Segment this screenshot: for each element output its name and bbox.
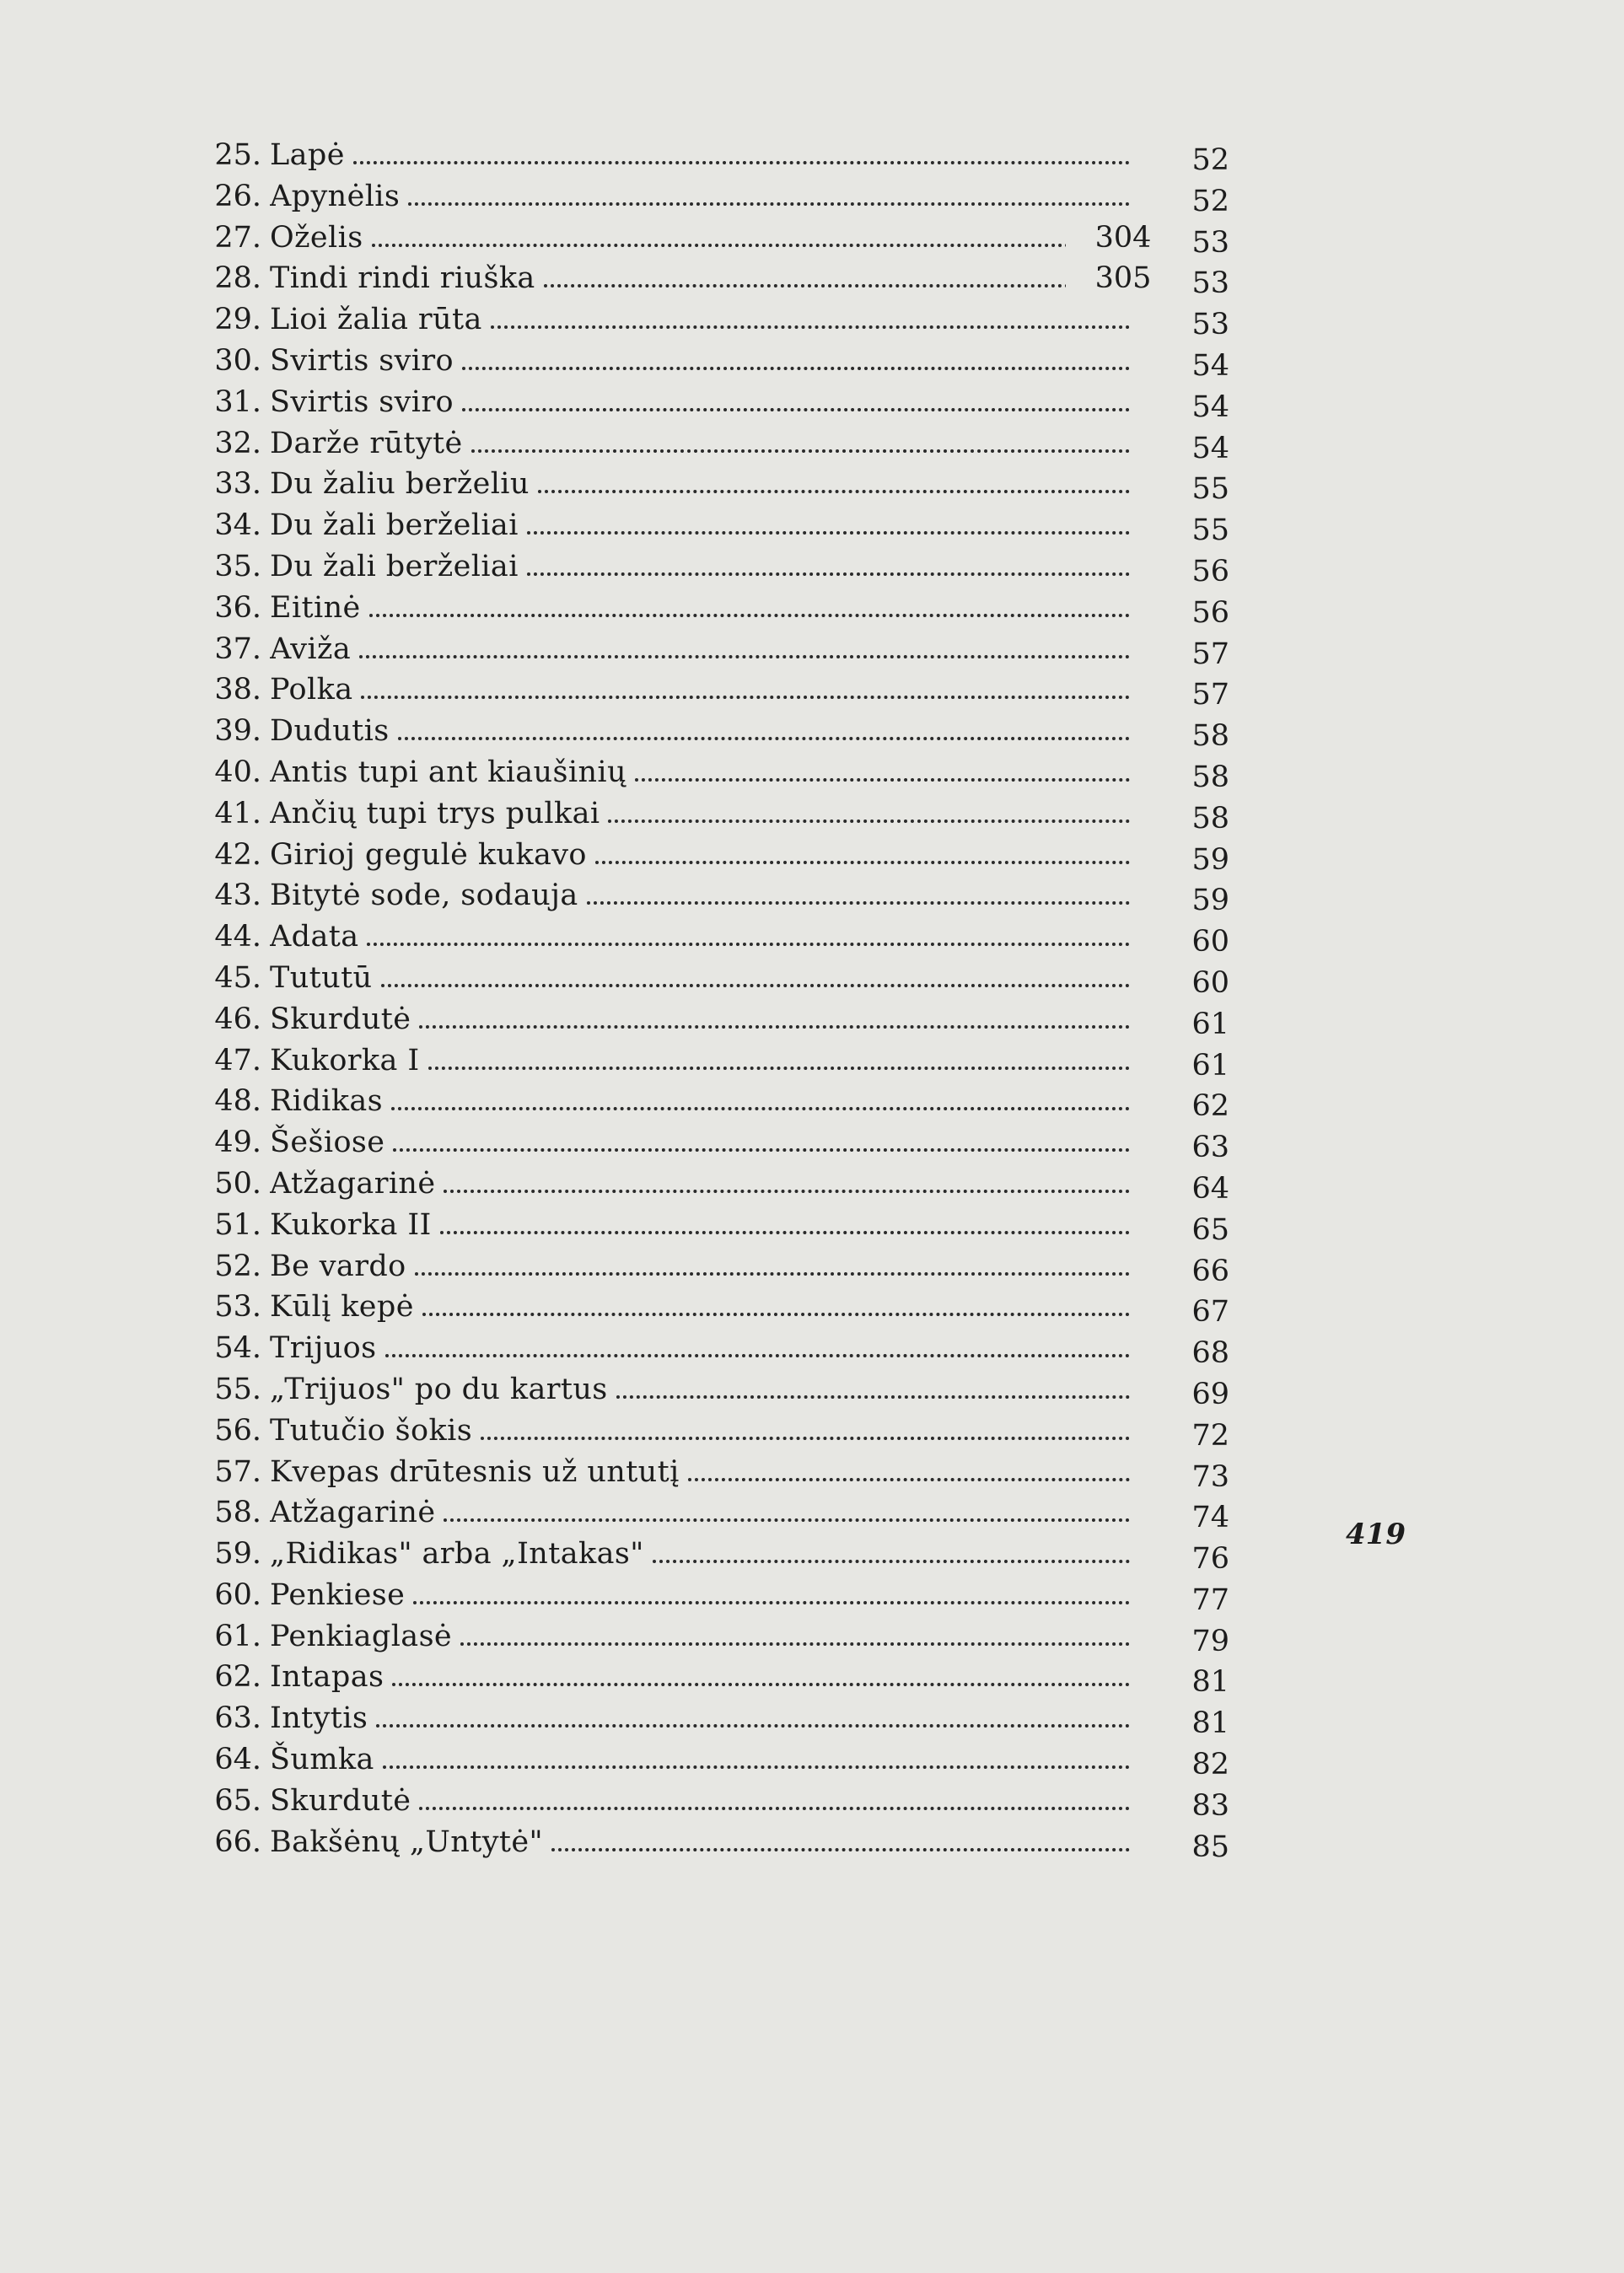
entry-number: 44. <box>214 920 261 954</box>
entry-title: „Trijuos" po du kartus <box>270 1372 608 1406</box>
entry-title-leader <box>270 218 1130 259</box>
entry-page-number: 62 <box>1191 1089 1229 1124</box>
entry-number: 52. <box>214 1249 261 1283</box>
entry-page-number: 74 <box>1191 1501 1229 1535</box>
toc-entry <box>209 218 1229 259</box>
entry-title: Trijuos <box>270 1331 377 1366</box>
toc-entry <box>209 1328 1229 1369</box>
entry-title: „Ridikas" arba „Intakas" <box>270 1537 644 1572</box>
entry-title-leader <box>270 1287 1130 1328</box>
dot-leader <box>462 367 1130 370</box>
entry-number: 46. <box>214 1002 261 1036</box>
entry-title: Darže rūtytė <box>270 426 463 460</box>
entry-title: Intapas <box>270 1660 384 1695</box>
entry-page-number: 54 <box>1191 348 1229 383</box>
entry-title: Apynėlis <box>270 179 401 213</box>
toc-entry <box>209 1122 1229 1163</box>
entry-title-leader <box>270 1163 1130 1205</box>
dot-leader <box>481 1437 1130 1440</box>
entry-title-leader <box>270 711 1130 752</box>
dot-leader <box>381 984 1131 987</box>
dot-leader <box>408 202 1130 206</box>
toc-entry <box>209 1287 1229 1328</box>
entry-page-number: 67 <box>1191 1295 1229 1330</box>
entry-title: Svirtis sviro <box>270 384 454 419</box>
toc-entry <box>209 1657 1229 1698</box>
dot-leader <box>415 1272 1130 1276</box>
entry-page-number: 69 <box>1191 1377 1229 1411</box>
dot-leader <box>372 244 1130 247</box>
entry-title: Bitytė sode, sodauja <box>270 879 578 913</box>
entry-title: Lioi žalia rūta <box>270 303 482 337</box>
entry-number: 25. <box>214 138 261 172</box>
entry-number: 32. <box>214 426 261 460</box>
entry-number: 63. <box>214 1701 261 1736</box>
toc-entry <box>209 1081 1229 1122</box>
toc-entry <box>209 505 1229 546</box>
entry-number: 56. <box>214 1413 261 1448</box>
toc-entry <box>209 1411 1229 1452</box>
entry-page-number: 73 <box>1191 1459 1229 1494</box>
entry-number: 31. <box>214 384 261 419</box>
entry-number: 35. <box>214 549 261 583</box>
toc-entry <box>209 1698 1229 1739</box>
entry-title: Tutučio šokis <box>270 1413 473 1448</box>
entry-title: Du žali berželiai <box>270 549 519 583</box>
dot-leader <box>353 161 1130 164</box>
dot-leader <box>413 1601 1130 1604</box>
entry-number: 50. <box>214 1166 261 1201</box>
dot-leader <box>527 531 1130 535</box>
toc-entry <box>209 629 1229 670</box>
entry-number: 43. <box>214 879 261 913</box>
entry-number: 27. <box>214 220 261 255</box>
entry-page-number: 53 <box>1191 308 1229 342</box>
entry-page-number: 52 <box>1191 143 1229 177</box>
dot-leader <box>544 284 1130 287</box>
toc-entry <box>209 1205 1229 1246</box>
toc-entry <box>209 669 1229 711</box>
entry-page-number: 63 <box>1191 1131 1229 1165</box>
entry-title-leader <box>270 835 1130 876</box>
entry-title-leader <box>270 258 1130 299</box>
toc-entry <box>209 835 1229 876</box>
entry-page-number: 82 <box>1191 1748 1229 1782</box>
dot-leader <box>419 1807 1130 1810</box>
entry-page-number: 68 <box>1191 1336 1229 1371</box>
dot-leader <box>385 1354 1131 1357</box>
entry-reference-number: 304 <box>1066 218 1180 259</box>
dot-leader <box>653 1560 1130 1563</box>
entry-title-leader <box>270 1698 1130 1739</box>
entry-title: Intytis <box>270 1701 368 1736</box>
toc-entry <box>209 1246 1229 1287</box>
toc-entry <box>209 875 1229 916</box>
dot-leader <box>688 1478 1130 1481</box>
entry-title: Atžagarinė <box>270 1166 436 1201</box>
toc-entry <box>209 1040 1229 1082</box>
entry-title: Girioj gegulė kukavo <box>270 837 587 872</box>
entry-page-number: 81 <box>1191 1706 1229 1741</box>
toc-entry <box>209 546 1229 588</box>
entry-title: Skurdutė <box>270 1783 411 1818</box>
entry-page-number: 81 <box>1191 1665 1229 1700</box>
entry-title: Skurdutė <box>270 1002 411 1036</box>
dot-leader <box>444 1190 1130 1193</box>
dot-leader <box>369 614 1130 617</box>
toc-entry <box>209 958 1229 999</box>
dot-leader <box>616 1395 1130 1399</box>
entry-title-leader <box>270 1081 1130 1122</box>
entry-title: Be vardo <box>270 1249 406 1283</box>
toc-entry <box>209 999 1229 1040</box>
entry-number: 60. <box>214 1577 261 1612</box>
entry-number: 64. <box>214 1743 261 1777</box>
entry-title-leader <box>270 752 1130 793</box>
toc-entry <box>209 299 1229 341</box>
toc-entry <box>209 1781 1229 1822</box>
entry-number: 58. <box>214 1496 261 1530</box>
entry-page-number: 54 <box>1191 431 1229 465</box>
entry-title: Tindi rindi riuška <box>270 261 535 296</box>
entry-title: Šešiose <box>270 1126 385 1160</box>
entry-title-leader <box>270 1739 1130 1781</box>
entry-title: Antis tupi ant kiaušinių <box>270 755 626 789</box>
toc-entry <box>209 258 1229 299</box>
toc-entry <box>209 1492 1229 1534</box>
entry-page-number: 57 <box>1191 637 1229 671</box>
toc-entry <box>209 1822 1229 1863</box>
entry-title-leader <box>270 1657 1130 1698</box>
entry-number: 51. <box>214 1207 261 1242</box>
entry-title-leader <box>270 423 1130 465</box>
entry-page-number: 56 <box>1191 595 1229 630</box>
dot-leader <box>440 1231 1130 1234</box>
entry-title-leader <box>270 135 1130 176</box>
entry-page-number: 53 <box>1191 225 1229 260</box>
entry-page-number: 60 <box>1191 925 1229 959</box>
entry-number: 34. <box>214 508 261 543</box>
entry-page-number: 60 <box>1191 965 1229 1000</box>
toc-entry <box>209 793 1229 835</box>
entry-title-leader <box>270 669 1130 711</box>
entry-title: Kvepas drūtesnis už untutį <box>270 1454 680 1489</box>
dot-leader <box>587 901 1130 905</box>
entry-page-number: 61 <box>1191 1007 1229 1041</box>
entry-page-number: 58 <box>1191 719 1229 754</box>
entry-page-number: 59 <box>1191 842 1229 877</box>
entry-title: Kukorka I <box>270 1043 420 1077</box>
entry-title: Ančių tupi trys pulkai <box>270 796 600 830</box>
entry-title: Svirtis sviro <box>270 343 454 378</box>
entry-page-number: 58 <box>1191 760 1229 794</box>
entry-title: Du žali berželiai <box>270 508 519 543</box>
entry-title: Eitinė <box>270 590 361 625</box>
entry-title-leader <box>270 1040 1130 1082</box>
entry-title: Aviža <box>270 631 352 666</box>
entry-number: 38. <box>214 673 261 707</box>
dot-leader <box>428 1067 1130 1070</box>
entry-page-number: 59 <box>1191 884 1229 918</box>
entry-title: Tututū <box>270 960 373 995</box>
entry-title-leader <box>270 176 1130 218</box>
dot-leader <box>361 696 1130 699</box>
entry-title-leader <box>270 875 1130 916</box>
dot-leader <box>383 1765 1130 1769</box>
entry-title-leader <box>270 1822 1130 1863</box>
entry-title: Dudutis <box>270 714 390 749</box>
toc-entry <box>209 1534 1229 1575</box>
entry-page-number: 53 <box>1191 266 1229 301</box>
entry-page-number: 76 <box>1191 1542 1229 1577</box>
entry-title: Šumka <box>270 1743 374 1777</box>
dot-leader <box>551 1848 1130 1851</box>
entry-title: Kūlį kepė <box>270 1290 414 1325</box>
entry-title-leader <box>270 1246 1130 1287</box>
entry-page-number: 54 <box>1191 390 1229 424</box>
entry-number: 57. <box>214 1454 261 1489</box>
toc-entry <box>209 382 1229 423</box>
dot-leader <box>391 1107 1130 1110</box>
entry-number: 65. <box>214 1783 261 1818</box>
dot-leader <box>419 1025 1130 1029</box>
toc-entry <box>209 135 1229 176</box>
entry-number: 47. <box>214 1043 261 1077</box>
dot-leader <box>460 1642 1130 1646</box>
toc-entry <box>209 1616 1229 1658</box>
entry-title: Penkiese <box>270 1577 406 1612</box>
toc-entry <box>209 1369 1229 1411</box>
dot-leader <box>595 861 1130 864</box>
entry-number: 49. <box>214 1126 261 1160</box>
entry-title-leader <box>270 1122 1130 1163</box>
entry-title: Du žaliu berželiu <box>270 467 530 502</box>
entry-number: 29. <box>214 303 261 337</box>
entry-page-number: 55 <box>1191 513 1229 548</box>
entry-number: 26. <box>214 179 261 213</box>
entry-page-number: 66 <box>1191 1254 1229 1288</box>
entry-number: 42. <box>214 837 261 872</box>
toc-entry <box>209 752 1229 793</box>
entry-title-leader <box>270 1534 1130 1575</box>
dot-leader <box>608 819 1130 823</box>
dot-leader <box>359 655 1130 658</box>
entry-title-leader <box>270 958 1130 999</box>
toc-entry <box>209 1575 1229 1616</box>
entry-page-number: 61 <box>1191 1048 1229 1083</box>
entry-title-leader <box>270 1452 1130 1493</box>
entry-title: Polka <box>270 673 353 707</box>
entry-page-number: 56 <box>1191 554 1229 588</box>
entry-title: Penkiaglasė <box>270 1619 453 1653</box>
page-number: 419 <box>1346 1518 1406 1551</box>
dot-leader <box>393 1148 1130 1152</box>
entry-number: 28. <box>214 261 261 296</box>
entry-number: 41. <box>214 796 261 830</box>
entry-title: Lapė <box>270 138 345 172</box>
entry-title-leader <box>270 588 1130 629</box>
entry-title-leader <box>270 382 1130 423</box>
dot-leader <box>462 408 1130 411</box>
table-of-contents <box>209 135 1229 1862</box>
entry-page-number: 72 <box>1191 1418 1229 1453</box>
entry-number: 61. <box>214 1619 261 1653</box>
dot-leader <box>444 1518 1130 1522</box>
dot-leader <box>376 1724 1130 1728</box>
entry-title-leader <box>270 1205 1130 1246</box>
entry-title: Bakšėnų „Untytė" <box>270 1824 543 1859</box>
entry-number: 62. <box>214 1660 261 1695</box>
entry-title-leader <box>270 341 1130 382</box>
entry-title-leader <box>270 793 1130 835</box>
toc-entry <box>209 588 1229 629</box>
entry-title-leader <box>270 464 1130 505</box>
entry-title-leader <box>270 299 1130 341</box>
entry-number: 39. <box>214 714 261 749</box>
entry-number: 54. <box>214 1331 261 1366</box>
entry-page-number: 52 <box>1191 184 1229 218</box>
entry-page-number: 58 <box>1191 801 1229 836</box>
toc-entry <box>209 176 1229 218</box>
entry-number: 66. <box>214 1824 261 1859</box>
entry-title-leader <box>270 916 1130 958</box>
entry-title-leader <box>270 1575 1130 1616</box>
entry-title-leader <box>270 629 1130 670</box>
entry-title: Adata <box>270 920 359 954</box>
entry-number: 48. <box>214 1084 261 1119</box>
entry-number: 53. <box>214 1290 261 1325</box>
toc-entry <box>209 1452 1229 1493</box>
entry-title-leader <box>270 1369 1130 1411</box>
entry-title: Kukorka II <box>270 1207 432 1242</box>
entry-reference-number: 305 <box>1066 258 1180 299</box>
toc-entry <box>209 1163 1229 1205</box>
entry-page-number: 77 <box>1191 1583 1229 1617</box>
dot-leader <box>367 943 1130 946</box>
entry-page-number: 65 <box>1191 1212 1229 1247</box>
toc-entry <box>209 711 1229 752</box>
entry-title-leader <box>270 546 1130 588</box>
dot-leader <box>491 325 1130 329</box>
entry-number: 55. <box>214 1372 261 1406</box>
toc-entry <box>209 464 1229 505</box>
entry-page-number: 64 <box>1191 1171 1229 1206</box>
entry-title: Atžagarinė <box>270 1496 436 1530</box>
entry-title: Oželis <box>270 220 363 255</box>
entry-page-number: 55 <box>1191 472 1229 507</box>
dot-leader <box>398 737 1130 740</box>
entry-number: 40. <box>214 755 261 789</box>
entry-number: 59. <box>214 1537 261 1572</box>
entry-number: 45. <box>214 960 261 995</box>
entry-title-leader <box>270 1328 1130 1369</box>
toc-entry <box>209 916 1229 958</box>
dot-leader <box>422 1313 1130 1316</box>
dot-leader <box>392 1683 1130 1686</box>
entry-title-leader <box>270 505 1130 546</box>
entry-title-leader <box>270 1492 1130 1534</box>
toc-entry <box>209 341 1229 382</box>
entry-title: Ridikas <box>270 1084 383 1119</box>
toc-entry <box>209 1739 1229 1781</box>
entry-number: 30. <box>214 343 261 378</box>
entry-number: 37. <box>214 631 261 666</box>
entry-page-number: 83 <box>1191 1788 1229 1823</box>
entry-number: 36. <box>214 590 261 625</box>
dot-leader <box>538 490 1130 493</box>
entry-title-leader <box>270 999 1130 1040</box>
entry-title-leader <box>270 1781 1130 1822</box>
entry-number: 33. <box>214 467 261 502</box>
dot-leader <box>635 778 1130 782</box>
entry-page-number: 57 <box>1191 678 1229 712</box>
entry-page-number: 85 <box>1191 1830 1229 1864</box>
entry-page-number: 79 <box>1191 1624 1229 1658</box>
dot-leader <box>527 572 1130 576</box>
entry-title-leader <box>270 1411 1130 1452</box>
toc-entry <box>209 423 1229 465</box>
dot-leader <box>471 449 1130 453</box>
entry-title-leader <box>270 1616 1130 1658</box>
